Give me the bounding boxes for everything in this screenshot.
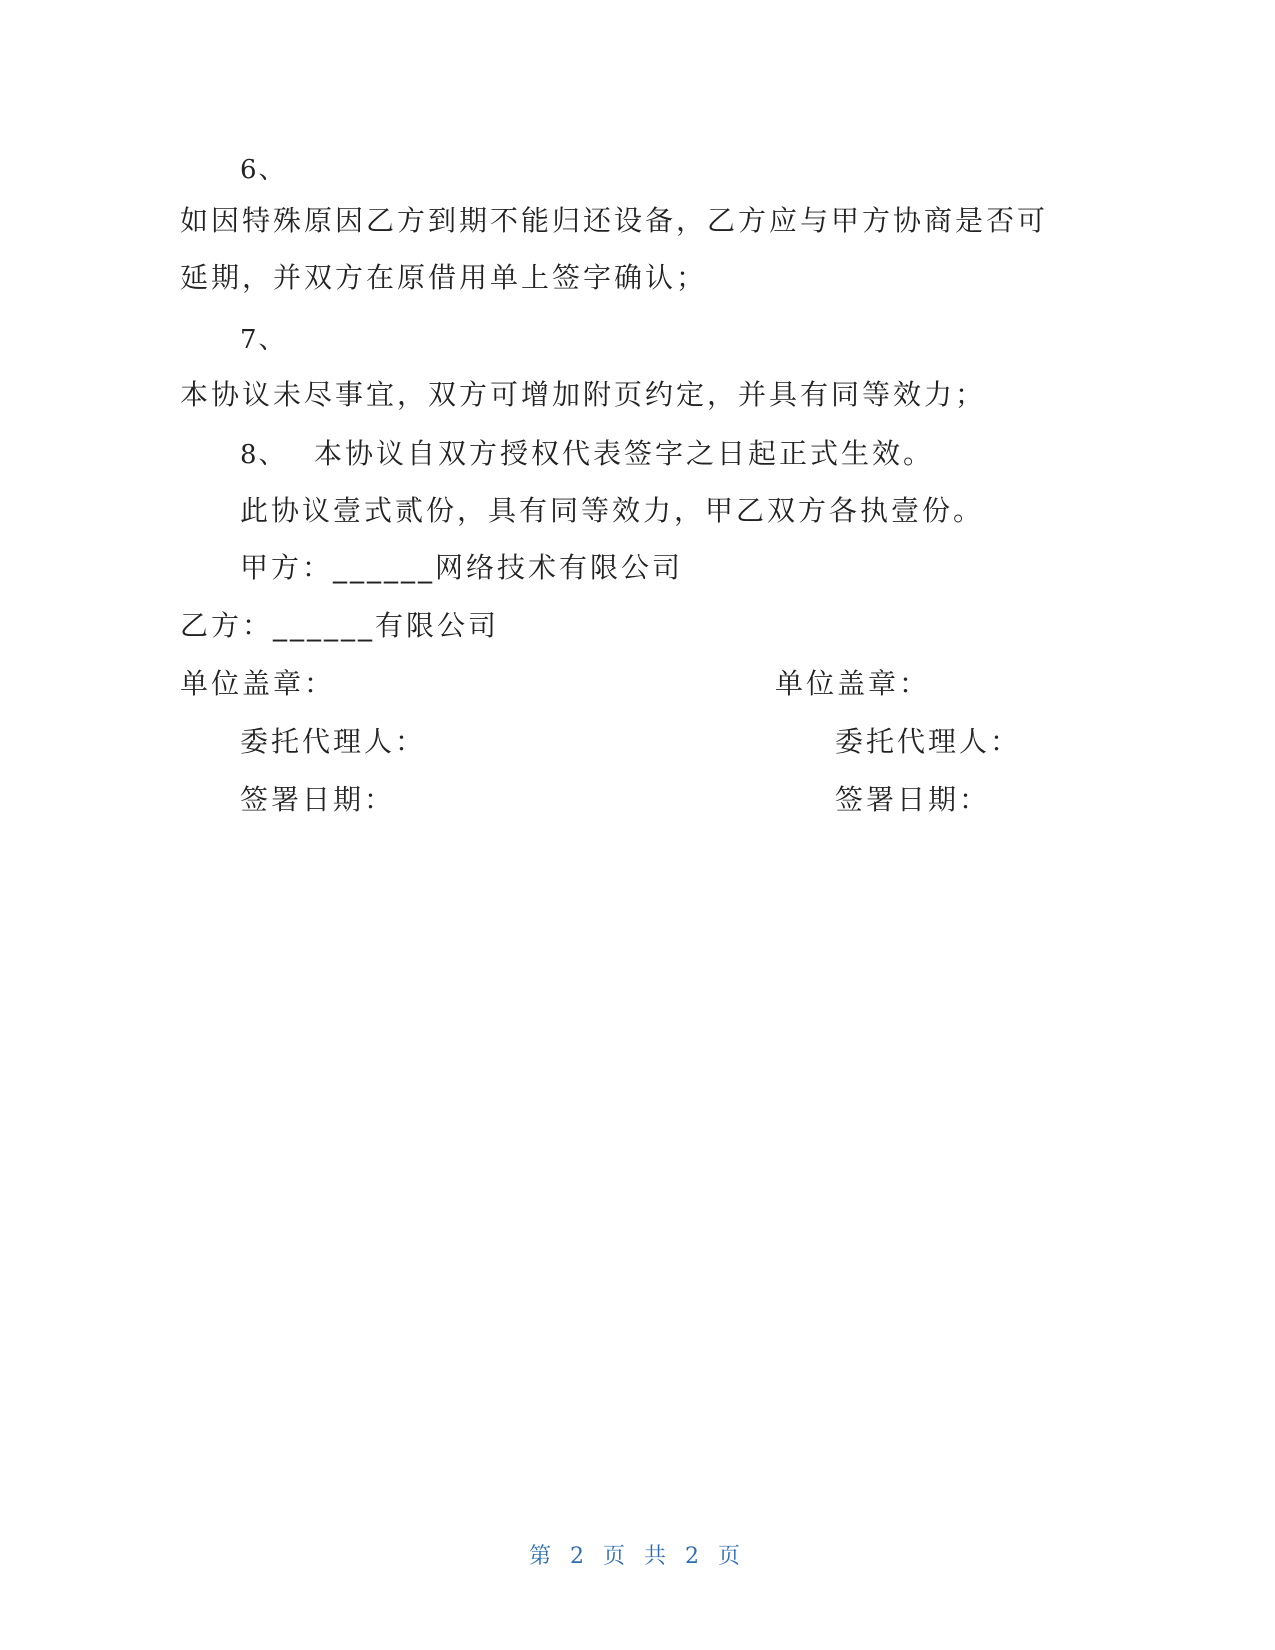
right-date-label: 签署日期： <box>835 783 991 816</box>
item-8-text: 本协议自双方授权代表签字之日起正式生效。 <box>314 437 935 470</box>
item-7-number: 7、 <box>240 325 287 355</box>
page-footer <box>0 1542 1275 1572</box>
party-a-line: 甲方：______网络技术有限公司 <box>240 551 684 584</box>
party-b-line: 乙方：______有限公司 <box>180 609 500 642</box>
right-seal-label: 单位盖章： <box>775 667 931 700</box>
footer-prefix: 第 <box>528 1544 557 1569</box>
footer-current-page: 2 <box>570 1544 590 1569</box>
footer-total-pages: 2 <box>685 1544 705 1569</box>
left-date-label: 签署日期： <box>240 783 396 816</box>
left-agent-label: 委托代理人： <box>240 725 427 758</box>
item-8-number: 8、 <box>240 440 287 470</box>
footer-middle: 页 共 <box>603 1544 672 1569</box>
copies-statement: 此协议壹式贰份，具有同等效力，甲乙双方各执壹份。 <box>240 494 985 527</box>
footer-suffix: 页 <box>718 1544 747 1569</box>
item-7-text: 本协议未尽事宜，双方可增加附页约定，并具有同等效力； <box>180 378 987 411</box>
right-agent-label: 委托代理人： <box>835 725 1022 758</box>
item-6-text-line-2: 延期，并双方在原借用单上签字确认； <box>180 261 708 294</box>
item-6-number: 6、 <box>240 155 287 185</box>
item-6-text-line-1: 如因特殊原因乙方到期不能归还设备，乙方应与甲方协商是否可 <box>180 204 1049 237</box>
left-seal-label: 单位盖章： <box>180 667 336 700</box>
